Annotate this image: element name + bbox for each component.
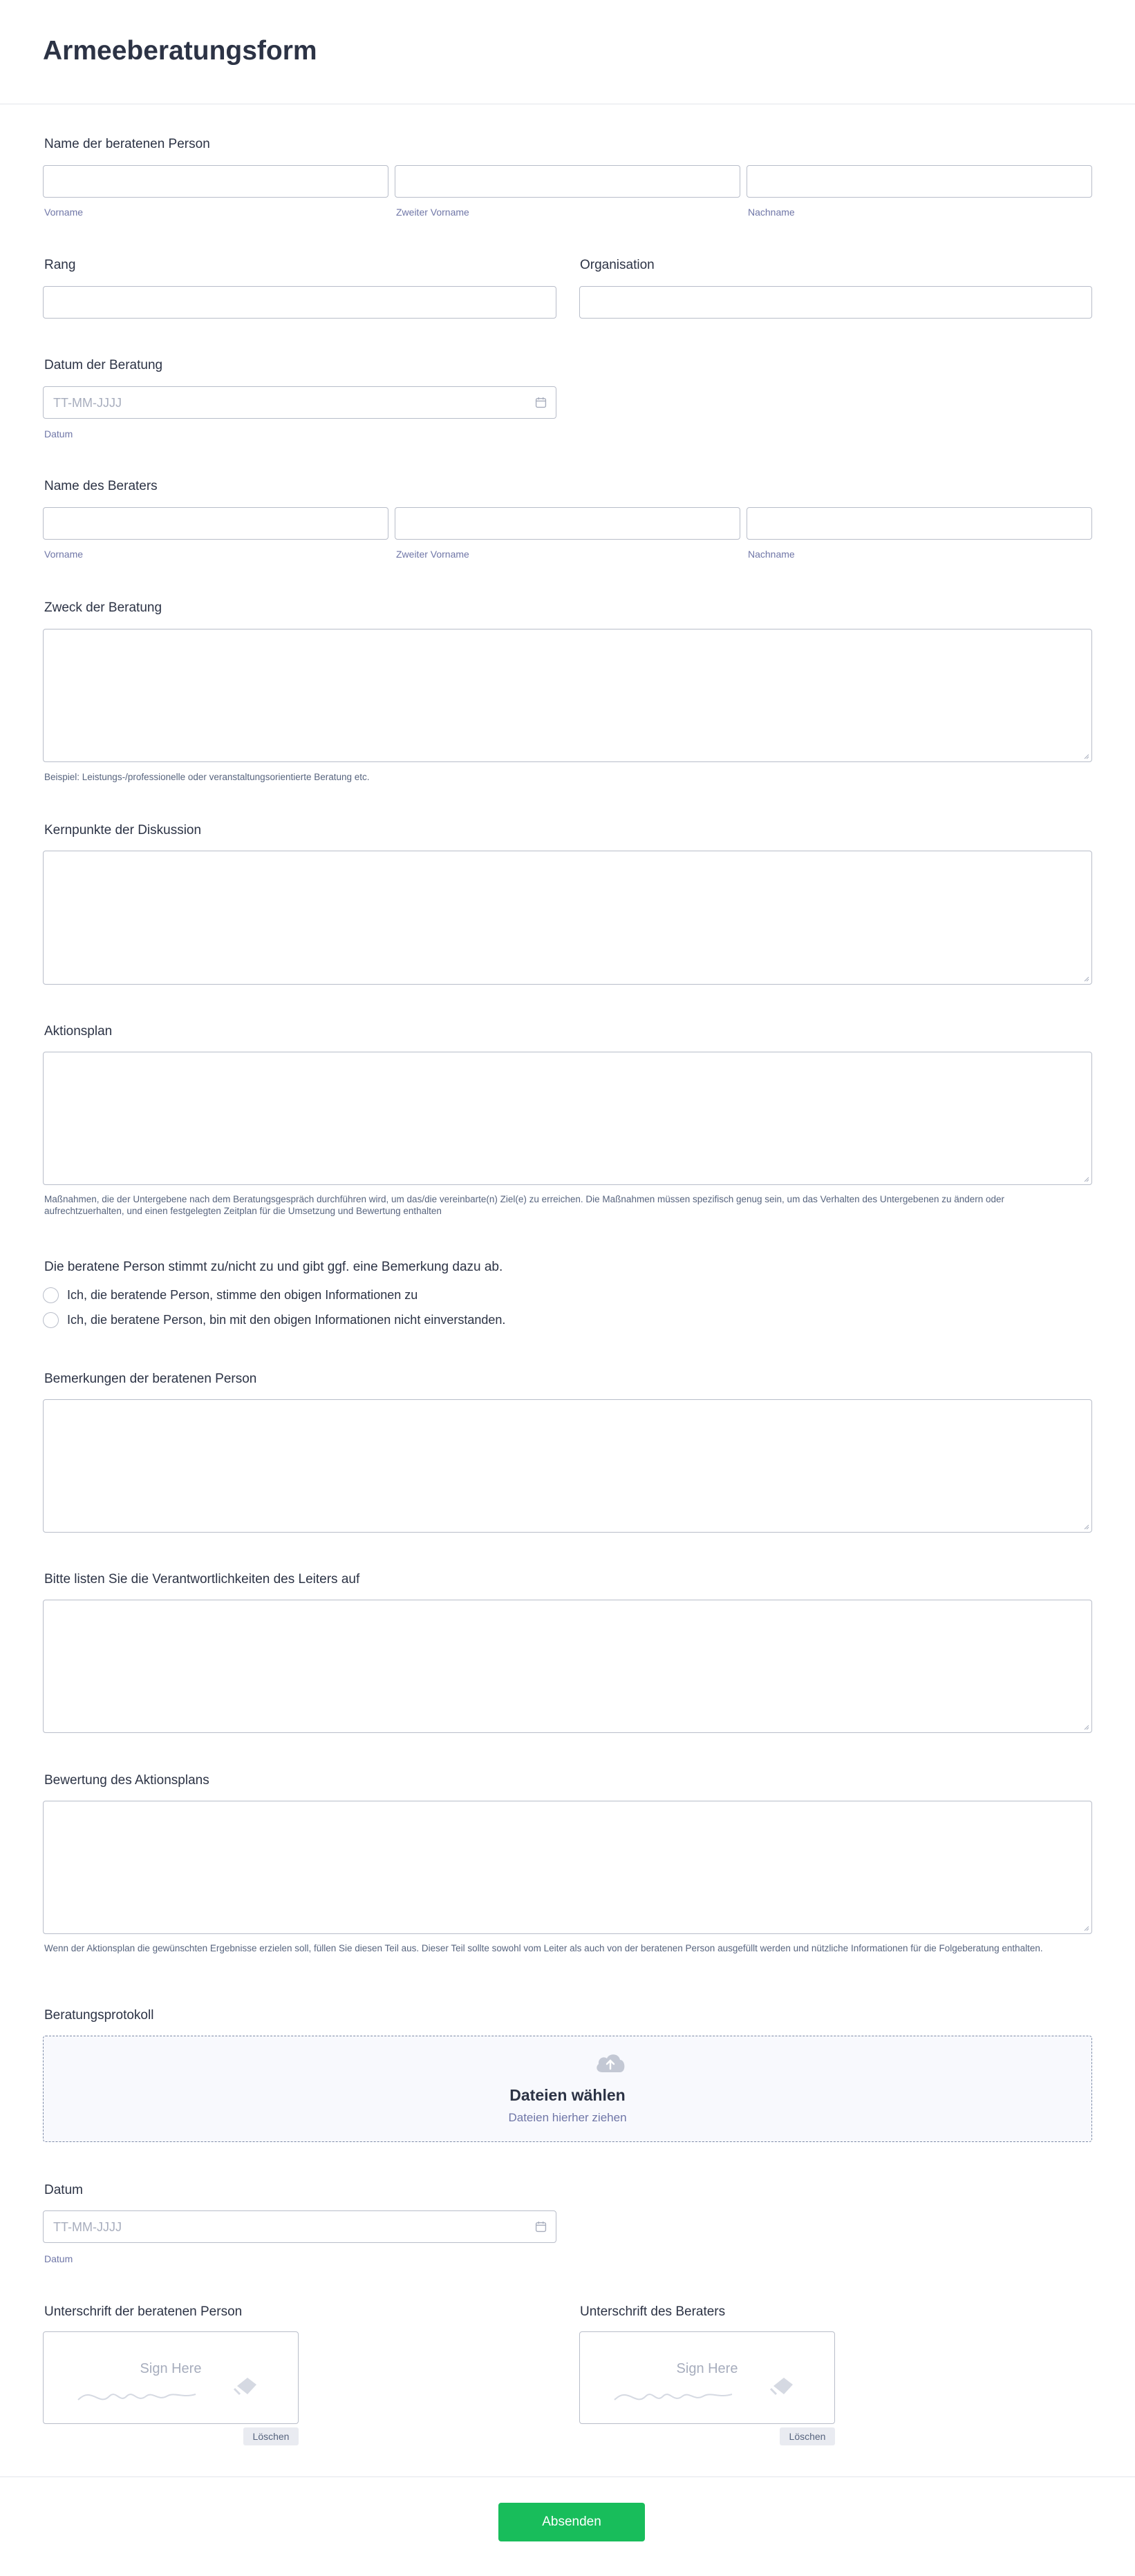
counseled-remarks-textarea[interactable] (43, 1399, 1092, 1533)
resize-handle-icon[interactable] (1082, 1523, 1089, 1530)
purpose-textarea[interactable] (43, 629, 1092, 762)
organization-input[interactable] (579, 286, 1092, 319)
counselor-middle-name-sublabel: Zweiter Vorname (396, 549, 469, 560)
counseling-date-placeholder: TT-MM-JJJJ (53, 396, 122, 410)
counselor-name-label: Name des Beraters (44, 479, 158, 493)
counseled-first-name-sublabel: Vorname (44, 207, 84, 218)
upload-drag-text: Dateien hierher ziehen (508, 2111, 627, 2124)
signature-counseled-label: Unterschrift der beratenen Person (44, 2304, 243, 2319)
signature-counseled-clear-button[interactable]: Löschen (243, 2427, 299, 2445)
rank-label: Rang (44, 258, 76, 272)
resize-handle-icon[interactable] (1082, 975, 1089, 982)
agreement-option-agree[interactable] (43, 1286, 418, 1304)
resize-handle-icon[interactable] (1082, 1924, 1089, 1931)
date-placeholder: TT-MM-JJJJ (53, 2220, 122, 2234)
key-points-textarea[interactable] (43, 851, 1092, 985)
action-plan-label: Aktionsplan (44, 1024, 113, 1039)
signature-counseled-placeholder: Sign Here (140, 2361, 202, 2376)
purpose-hint: Beispiel: Leistungs-/professionelle oder veranstaltungsorientierte Beratung etc. (44, 772, 370, 782)
leader-responsibilities-textarea[interactable] (43, 1600, 1092, 1733)
counseled-middle-name-input[interactable] (395, 165, 740, 198)
date-label: Datum (44, 2183, 83, 2197)
radio-button[interactable] (43, 1287, 59, 1303)
counseling-date-sublabel: Datum (44, 428, 73, 439)
date-sublabel: Datum (44, 2253, 73, 2264)
form-footer (0, 2476, 1135, 2576)
counseled-name-label: Name der beratenen Person (44, 137, 210, 151)
counseled-last-name-input[interactable] (747, 165, 1092, 198)
protocol-label: Beratungsprotokoll (44, 2008, 154, 2023)
key-points-label: Kernpunkte der Diskussion (44, 823, 202, 837)
leader-responsibilities-label: Bitte listen Sie die Verantwortlichkeiten des Leiters auf (44, 1572, 360, 1587)
cloud-upload-icon (594, 2050, 627, 2075)
counselor-first-name-sublabel: Vorname (44, 549, 84, 560)
date-input[interactable] (43, 2210, 556, 2243)
form-header (0, 0, 1135, 104)
signature-counselor-clear-button[interactable]: Löschen (780, 2427, 835, 2445)
counseling-date-input[interactable] (43, 386, 556, 419)
counseled-middle-name-sublabel: Zweiter Vorname (396, 207, 469, 218)
action-plan-textarea[interactable] (43, 1052, 1092, 1185)
plan-assessment-textarea[interactable] (43, 1801, 1092, 1934)
counselor-last-name-sublabel: Nachname (748, 549, 795, 560)
organization-label: Organisation (580, 258, 655, 272)
signature-counseled-pad[interactable] (43, 2331, 299, 2424)
plan-assessment-label: Bewertung des Aktionsplans (44, 1773, 209, 1788)
agreement-option-label: Ich, die beratende Person, stimme den obigen Informationen zu (67, 1287, 418, 1302)
file-upload-dropzone[interactable] (43, 2036, 1092, 2142)
agreement-option-disagree[interactable] (43, 1311, 505, 1329)
rank-input[interactable] (43, 286, 556, 319)
counseled-last-name-sublabel: Nachname (748, 207, 795, 218)
purpose-label: Zweck der Beratung (44, 600, 162, 615)
calendar-icon[interactable] (535, 397, 547, 408)
counselor-last-name-input[interactable] (747, 507, 1092, 540)
counselor-middle-name-input[interactable] (395, 507, 740, 540)
counseling-date-label: Datum der Beratung (44, 358, 163, 372)
counselor-first-name-input[interactable] (43, 507, 388, 540)
radio-button[interactable] (43, 1312, 59, 1328)
plan-assessment-hint: Wenn der Aktionsplan die gewünschten Ergebnisse erzielen soll, füllen Sie diesen Teil aus. Dieser Teil sollte sowohl vom Leiter als auch von der beratenen Person ausgefüllt werden und nützliche Informationen für die Folgeberatung enthalten. (44, 1943, 1043, 1953)
resize-handle-icon[interactable] (1082, 1723, 1089, 1730)
signature-counselor-pad[interactable] (579, 2331, 835, 2424)
agreement-label: Die beratene Person stimmt zu/nicht zu und gibt ggf. eine Bemerkung dazu ab. (44, 1260, 503, 1274)
resize-handle-icon[interactable] (1082, 1175, 1089, 1182)
action-plan-hint: Maßnahmen, die der Untergebene nach dem Beratungsgespräch durchführen wird, um das/die vereinbarte(n) Ziel(e) zu erreichen. Die Maßnahmen müssen spezifisch genug sein, um das Verhalten des Untergebenen zu ändern oder aufrechtzuerhalten, und einen festgelegten Zeitplan für die Umsetzung und Bewertung enthalten (44, 1194, 1005, 1216)
submit-button[interactable]: Absenden (498, 2503, 645, 2541)
signature-counselor-label: Unterschrift des Beraters (580, 2304, 726, 2319)
calendar-icon[interactable] (535, 2221, 547, 2233)
resize-handle-icon[interactable] (1082, 752, 1089, 759)
form-title: Armeeberatungsform (43, 36, 317, 66)
agreement-option-label: Ich, die beratene Person, bin mit den obigen Informationen nicht einverstanden. (67, 1312, 506, 1327)
signature-counselor-placeholder: Sign Here (676, 2361, 738, 2376)
upload-choose-files-button[interactable]: Dateien wählen (509, 2086, 626, 2104)
counseled-first-name-input[interactable] (43, 165, 388, 198)
counseled-remarks-label: Bemerkungen der beratenen Person (44, 1372, 257, 1386)
